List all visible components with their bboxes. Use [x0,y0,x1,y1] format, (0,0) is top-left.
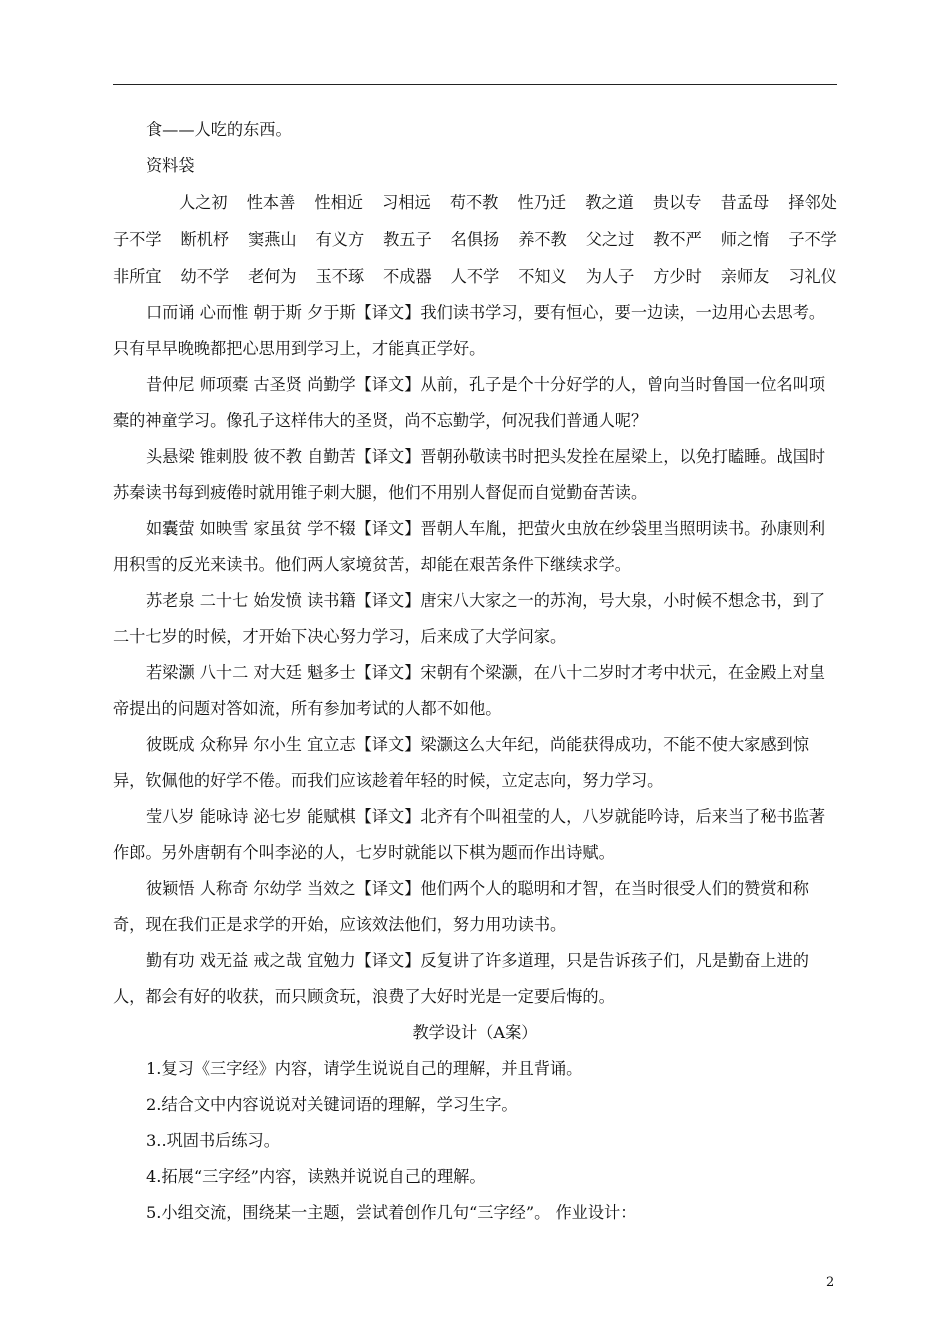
verse-phrase: 老何为 [248,267,297,286]
verse-phrase: 贵以专 [652,193,702,212]
verse-phrase: 方少时 [653,267,702,286]
translation-paragraph: 若梁灏 八十二 对大廷 魁多士【译文】宋朝有个梁灏，在八十二岁时才考中状元，在金殿上对皇帝提出的问题对答如流，所有参加考试的人都不如他。 [113,663,826,718]
section-title: 资料袋 [146,156,195,175]
verse-phrase: 性本善 [246,193,296,212]
verse-phrase: 苟不教 [449,193,499,212]
verse-phrase: 亲师友 [720,267,770,286]
translation-paragraph: 勤有功 戏无益 戒之哉 宜勉力【译文】反复讲了许多道理，只是告诉孩子们，凡是勤奋上进的人，都会有好的收获，而只顾贪玩，浪费了大好时光是一定要后悔的。 [113,951,809,1006]
verse-phrase: 非所宜 [113,267,162,286]
verse-phrase: 不成器 [383,267,432,286]
document-body [113,112,837,1231]
verse-phrase: 父之过 [585,230,635,249]
verse-row [113,184,837,221]
verse-row [113,258,837,295]
verse-phrase: 断机杼 [180,230,230,249]
translation-paragraph: 彼颖悟 人称奇 尔幼学 当效之【译文】他们两个人的聪明和才智，在当时很受人们的赞赏和称奇，现在我们正是求学的开始，应该效法他们，努力用功读书。 [113,879,809,934]
verse-phrase: 有义方 [315,230,365,249]
verse-row [113,221,837,258]
translation-paragraph: 莹八岁 能咏诗 泌七岁 能赋棋【译文】北齐有个叫祖莹的人，八岁就能吟诗，后来当了秘书监著作郎。另外唐朝有个叫李泌的人，七岁时就能以下棋为题而作出诗赋。 [113,807,826,862]
verse-phrase: 子不学 [788,230,837,249]
translation-paragraph: 昔仲尼 师项橐 古圣贤 尚勤学【译文】从前，孔子是个十分好学的人，曾向当时鲁国一位名叫项橐的神童学习。像孔子这样伟大的圣贤，尚不忘勤学，何况我们普通人呢？ [113,375,826,430]
design-item: 4.拓展“三字经”内容，读熟并说说自己的理解。 [146,1167,486,1186]
verse-phrase: 幼不学 [180,267,230,286]
design-title: 教学设计（A案） [412,1023,538,1042]
verse-phrase: 教不严 [653,230,702,249]
verse-phrase: 人不学 [450,267,500,286]
verse-phrase: 性相近 [314,193,363,212]
verse-phrase: 择邻处 [788,193,837,212]
translation-paragraph: 头悬梁 锥刺股 彼不教 自勤苦【译文】晋朝孙敬读书时把头发拴在屋梁上，以免打瞌睡。战国时苏秦读书每到疲倦时就用锥子刺大腿，他们不用别人督促而自觉勤奋苦读。 [113,447,826,502]
verse-phrase: 名俱扬 [450,230,500,249]
translation-paragraph: 苏老泉 二十七 始发愤 读书籍【译文】唐宋八大家之一的苏洵，号大泉，小时候不想念书，到了二十七岁的时候，才开始下决心努力学习，后来成了大学问家。 [113,591,826,646]
translation-paragraph: 口而诵 心而惟 朝于斯 夕于斯【译文】我们读书学习，要有恒心，要一边读，一边用心去思考。只有早早晚晚都把心思用到学习上，才能真正学好。 [113,303,826,358]
design-item: 1.复习《三字经》内容，请学生说说自己的理解，并且背诵。 [146,1059,583,1078]
verse-phrase: 习礼仪 [788,267,837,286]
verse-phrase: 教之道 [585,193,634,212]
design-item: 3..巩固书后练习。 [146,1131,280,1150]
verse-phrase: 玉不琢 [315,267,365,286]
header-rule [113,84,837,85]
verse-phrase: 窦燕山 [248,230,297,249]
translation-paragraph: 彼既成 众称异 尔小生 宜立志【译文】梁灏这么大年纪，尚能获得成功，不能不使大家感到惊异，钦佩他的好学不倦。而我们应该趁着年轻的时候，立定志向，努力学习。 [113,735,809,790]
verse-phrase: 性乃迁 [517,193,567,212]
translation-paragraph: 如囊萤 如映雪 家虽贫 学不辍【译文】晋朝人车胤，把萤火虫放在纱袋里当照明读书。孙康则利用积雪的反光来读书。他们两人家境贫苦，却能在艰苦条件下继续求学。 [113,519,826,574]
verse-phrase: 昔孟母 [720,193,770,212]
intro-line: 食——人吃的东西。 [146,120,292,139]
page-number: 2 [826,1275,835,1290]
design-item: 2.结合文中内容说说对关键词语的理解，学习生字。 [146,1095,518,1114]
verse-phrase: 师之惰 [720,230,770,249]
verse-phrase: 子不学 [113,230,162,249]
verse-phrase: 教五子 [383,230,432,249]
verse-phrase: 不知义 [518,267,567,286]
verse-phrase: 养不教 [518,230,567,249]
design-item: 5.小组交流，围绕某一主题，尝试着创作几句“三字经”。 作业设计： [146,1203,637,1222]
verse-phrase: 为人子 [585,267,635,286]
verse-phrase: 人之初 [179,193,228,212]
verse-phrase: 习相远 [382,193,431,212]
